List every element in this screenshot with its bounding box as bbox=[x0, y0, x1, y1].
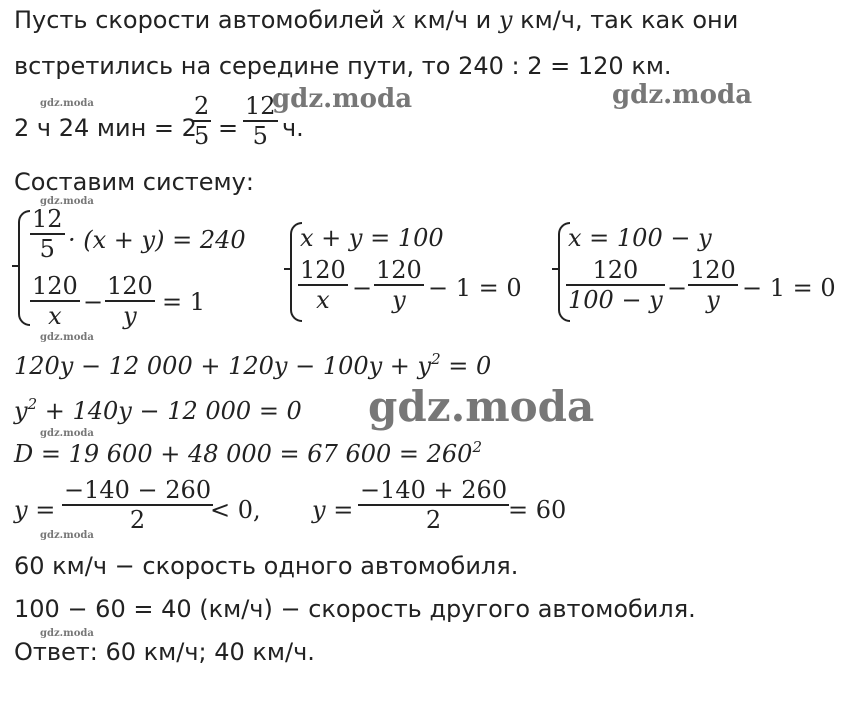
root1-lhs: y = bbox=[14, 496, 56, 524]
discriminant bbox=[14, 440, 482, 466]
intro-text-a: Пусть скорости автомобилей bbox=[14, 6, 385, 34]
watermark-large: gdz.moda bbox=[272, 84, 413, 114]
fraction-denominator: y bbox=[123, 302, 137, 330]
fraction-denominator: y bbox=[706, 286, 720, 314]
fraction-denominator: 2 bbox=[425, 506, 442, 534]
root2-fraction bbox=[358, 476, 509, 534]
sys1-fraction-12-5 bbox=[30, 205, 65, 263]
watermark-large: gdz.moda bbox=[368, 382, 595, 431]
sys2-row1: x + y = 100 bbox=[300, 224, 444, 252]
root1-rhs: < 0, bbox=[210, 496, 261, 524]
sys2-row2-rest: − 1 = 0 bbox=[428, 274, 522, 302]
fraction-two-fifths bbox=[192, 92, 211, 150]
root2-rhs: = 60 bbox=[508, 496, 567, 524]
sys1-row2-rest: = 1 bbox=[162, 288, 206, 316]
fraction-denominator: 5 bbox=[39, 235, 55, 263]
equation-quadratic bbox=[14, 397, 302, 423]
brace-tip bbox=[552, 268, 560, 270]
sys2-fraction-120-y bbox=[374, 256, 424, 314]
fraction-numerator: 12 bbox=[32, 205, 63, 233]
equation-tail: = 0 bbox=[440, 352, 492, 380]
fraction-numerator: 2 bbox=[194, 92, 210, 120]
sys3-row2-rest: − 1 = 0 bbox=[742, 274, 836, 302]
fraction-numerator: −140 − 260 bbox=[64, 476, 212, 504]
watermark-small: gdz.moda bbox=[40, 332, 94, 343]
sys1-fraction-120-x bbox=[30, 272, 80, 330]
watermark-large: gdz.moda bbox=[612, 80, 753, 110]
intro-line-2: встретились на середине пути, то 240 : 2 = 120 км. bbox=[14, 52, 672, 80]
intro-line-1 bbox=[14, 8, 738, 32]
fraction-denominator: 5 bbox=[252, 122, 268, 150]
fraction-denominator: 100 − y bbox=[568, 286, 663, 314]
watermark-small: gdz.moda bbox=[40, 196, 94, 207]
fraction-denominator: 2 bbox=[129, 506, 146, 534]
brace-tip bbox=[284, 268, 292, 270]
intro-text-c: км/ч, так как они bbox=[520, 6, 739, 34]
fraction-numerator: 120 bbox=[376, 256, 422, 284]
sys1-row1-rest: · (x + y) = 240 bbox=[68, 226, 246, 254]
fraction-numerator: 120 bbox=[300, 256, 346, 284]
equation-quadratic-expanded bbox=[14, 352, 491, 378]
sys3-fraction-120-y bbox=[688, 256, 738, 314]
watermark-small: gdz.moda bbox=[40, 530, 94, 541]
exponent: 2 bbox=[431, 350, 441, 368]
fraction-numerator: 120 bbox=[32, 272, 78, 300]
brace-tip bbox=[12, 265, 20, 267]
system-brace-1 bbox=[18, 210, 30, 326]
fraction-numerator: 120 bbox=[690, 256, 736, 284]
time-eq: = bbox=[218, 114, 239, 142]
watermark-small: gdz.moda bbox=[40, 428, 94, 439]
equation-text: 120y − 12 000 + 120y − 100y + y bbox=[14, 352, 432, 380]
fraction-numerator: 12 bbox=[245, 92, 276, 120]
var-x: x bbox=[391, 6, 406, 34]
sys2-minus: − bbox=[352, 274, 373, 302]
system-label: Составим систему: bbox=[14, 168, 254, 196]
result-second-car: 100 − 60 = 40 (км/ч) − скорость другого автомобиля. bbox=[14, 595, 696, 623]
watermark-small: gdz.moda bbox=[40, 98, 94, 109]
equation-tail: + 140y − 12 000 = 0 bbox=[37, 397, 302, 425]
fraction-denominator: y bbox=[392, 286, 406, 314]
var-y: y bbox=[498, 6, 513, 34]
fraction-numerator: −140 + 260 bbox=[360, 476, 508, 504]
intro-text-b: км/ч и bbox=[413, 6, 492, 34]
equation-head: y bbox=[14, 397, 28, 425]
sys3-row1: x = 100 − y bbox=[568, 224, 712, 252]
root2-lhs: y = bbox=[312, 496, 354, 524]
time-left: 2 ч 24 мин = 2 bbox=[14, 114, 197, 142]
fraction-numerator: 120 bbox=[107, 272, 153, 300]
watermark-small: gdz.moda bbox=[40, 628, 94, 639]
fraction-denominator: 5 bbox=[194, 122, 210, 150]
answer: Ответ: 60 км/ч; 40 км/ч. bbox=[14, 638, 315, 666]
time-unit: ч. bbox=[282, 114, 304, 142]
sys2-fraction-120-x bbox=[298, 256, 348, 314]
result-first-car: 60 км/ч − скорость одного автомобиля. bbox=[14, 552, 519, 580]
discriminant-text: D = 19 600 + 48 000 = 67 600 = 260 bbox=[14, 440, 473, 468]
exponent: 2 bbox=[472, 438, 482, 456]
sys1-fraction-120-y bbox=[105, 272, 155, 330]
exponent: 2 bbox=[27, 395, 38, 413]
root1-fraction bbox=[62, 476, 213, 534]
sys3-minus: − bbox=[667, 274, 688, 302]
sys3-fraction-120-100-y bbox=[566, 256, 665, 314]
fraction-denominator: x bbox=[316, 286, 330, 314]
fraction-denominator: x bbox=[48, 302, 62, 330]
sys1-minus: − bbox=[83, 288, 104, 316]
fraction-numerator: 120 bbox=[592, 256, 639, 284]
